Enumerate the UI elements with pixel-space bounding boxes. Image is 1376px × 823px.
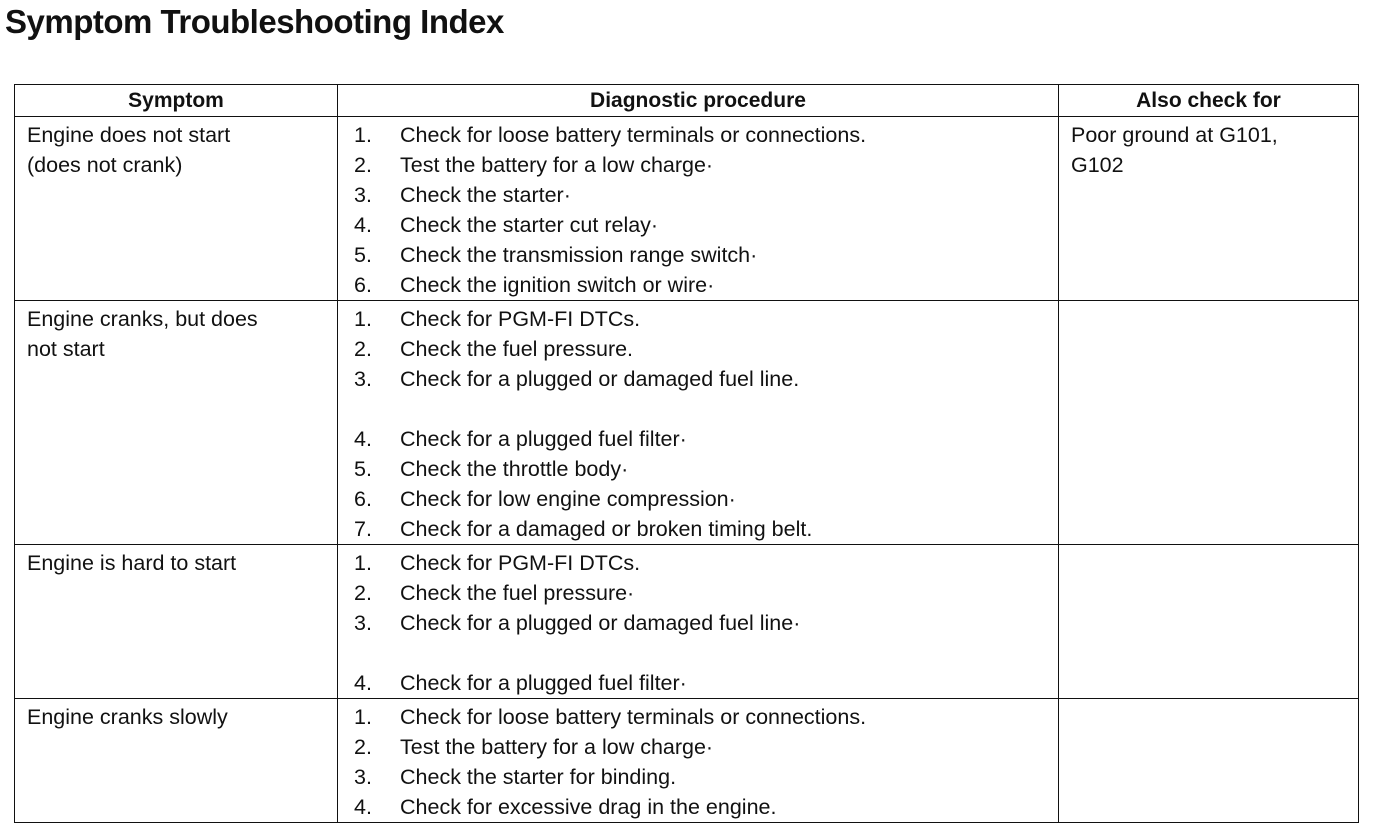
step-number: 5. [354, 457, 372, 481]
step-text: Check for a damaged or broken timing belt. [400, 517, 813, 541]
table-row [15, 301, 1359, 545]
also-check-text: Poor ground at G101, G102 [1071, 123, 1278, 177]
procedure-step [354, 424, 1058, 454]
step-text: Check for PGM-FI DTCs. [400, 307, 641, 331]
step-number: 3. [354, 183, 372, 207]
column-header-procedure: Diagnostic procedure [338, 85, 1059, 117]
step-number: 3. [354, 367, 372, 391]
symptom-cell [15, 699, 338, 823]
step-number: 4. [354, 427, 372, 451]
step-number: 4. [354, 213, 372, 237]
symptom-text: Engine does not start (does not crank) [27, 123, 231, 177]
procedure-step [354, 240, 1058, 270]
step-number: 7. [354, 517, 372, 541]
step-text: Check for a plugged fuel filter· [400, 671, 687, 695]
step-text: Check the ignition switch or wire· [400, 273, 715, 297]
procedure-step [354, 484, 1058, 514]
symptom-cell [15, 545, 338, 699]
procedure-step [354, 364, 1058, 394]
step-text: Check the starter· [400, 183, 571, 207]
step-number: 4. [354, 671, 372, 695]
also-check-text [1059, 545, 1358, 548]
procedure-step [354, 548, 1058, 578]
procedure-steps [338, 699, 1058, 822]
procedure-step [354, 150, 1058, 180]
step-number: 4. [354, 795, 372, 819]
procedure-step [354, 210, 1058, 240]
step-text: Check the transmission range switch· [400, 243, 758, 267]
step-number: 6. [354, 487, 372, 511]
symptom-text: Engine is hard to start [27, 551, 237, 575]
table-header-row [15, 85, 1359, 117]
procedure-step [354, 702, 1058, 732]
also-check-text [1059, 699, 1358, 702]
procedure-step [354, 578, 1058, 608]
table-row [15, 699, 1359, 823]
step-text: Check for excessive drag in the engine. [400, 795, 777, 819]
step-text: Check the starter for binding. [400, 765, 677, 789]
step-text: Check the throttle body· [400, 457, 629, 481]
procedure-step [354, 334, 1058, 364]
step-number: 1. [354, 307, 372, 331]
procedure-step [354, 270, 1058, 300]
also-check-cell [1059, 545, 1359, 699]
procedure-step [354, 792, 1058, 822]
step-text: Check for loose battery terminals or connections. [400, 123, 867, 147]
table-row [15, 545, 1359, 699]
step-number: 6. [354, 273, 372, 297]
symptom-text: Engine cranks slowly [27, 705, 228, 729]
also-check-cell [1059, 699, 1359, 823]
column-header-also-check: Also check for [1059, 85, 1359, 117]
also-check-cell [1059, 301, 1359, 545]
procedure-step [354, 454, 1058, 484]
step-text: Check for a plugged or damaged fuel line. [400, 367, 800, 391]
step-text: Test the battery for a low charge· [400, 153, 714, 177]
also-check-cell [1059, 117, 1359, 301]
step-text: Check for a plugged or damaged fuel line· [400, 611, 801, 635]
step-text: Check the starter cut relay· [400, 213, 659, 237]
also-check-text [1059, 301, 1358, 304]
step-number: 1. [354, 123, 372, 147]
symptom-cell [15, 117, 338, 301]
step-text: Check for PGM-FI DTCs. [400, 551, 641, 575]
procedure-step [354, 120, 1058, 150]
step-text: Check for a plugged fuel filter· [400, 427, 687, 451]
symptom-table [14, 84, 1359, 823]
column-header-symptom: Symptom [15, 85, 338, 117]
procedure-steps [338, 117, 1058, 300]
procedure-cell [338, 301, 1059, 545]
step-text: Check for loose battery terminals or connections. [400, 705, 867, 729]
symptom-text: Engine cranks, but does not start [27, 307, 258, 361]
procedure-cell [338, 117, 1059, 301]
table-row [15, 117, 1359, 301]
step-number: 1. [354, 705, 372, 729]
step-text: Check the fuel pressure· [400, 581, 635, 605]
step-text: Check the fuel pressure. [400, 337, 634, 361]
procedure-steps [338, 545, 1058, 698]
step-number: 2. [354, 581, 372, 605]
page-title: Symptom Troubleshooting Index [5, 3, 504, 40]
step-number: 3. [354, 611, 372, 635]
procedure-step [354, 608, 1058, 638]
step-number: 2. [354, 153, 372, 177]
step-text: Test the battery for a low charge· [400, 735, 714, 759]
step-number: 3. [354, 765, 372, 789]
step-number: 2. [354, 735, 372, 759]
procedure-step [354, 668, 1058, 698]
step-number: 2. [354, 337, 372, 361]
procedure-step [354, 762, 1058, 792]
procedure-step [354, 514, 1058, 544]
step-text: Check for low engine compression· [400, 487, 736, 511]
symptom-cell [15, 301, 338, 545]
procedure-step [354, 732, 1058, 762]
procedure-step [354, 180, 1058, 210]
step-number: 5. [354, 243, 372, 267]
procedure-steps [338, 301, 1058, 544]
procedure-step [354, 304, 1058, 334]
procedure-cell [338, 545, 1059, 699]
procedure-cell [338, 699, 1059, 823]
step-number: 1. [354, 551, 372, 575]
